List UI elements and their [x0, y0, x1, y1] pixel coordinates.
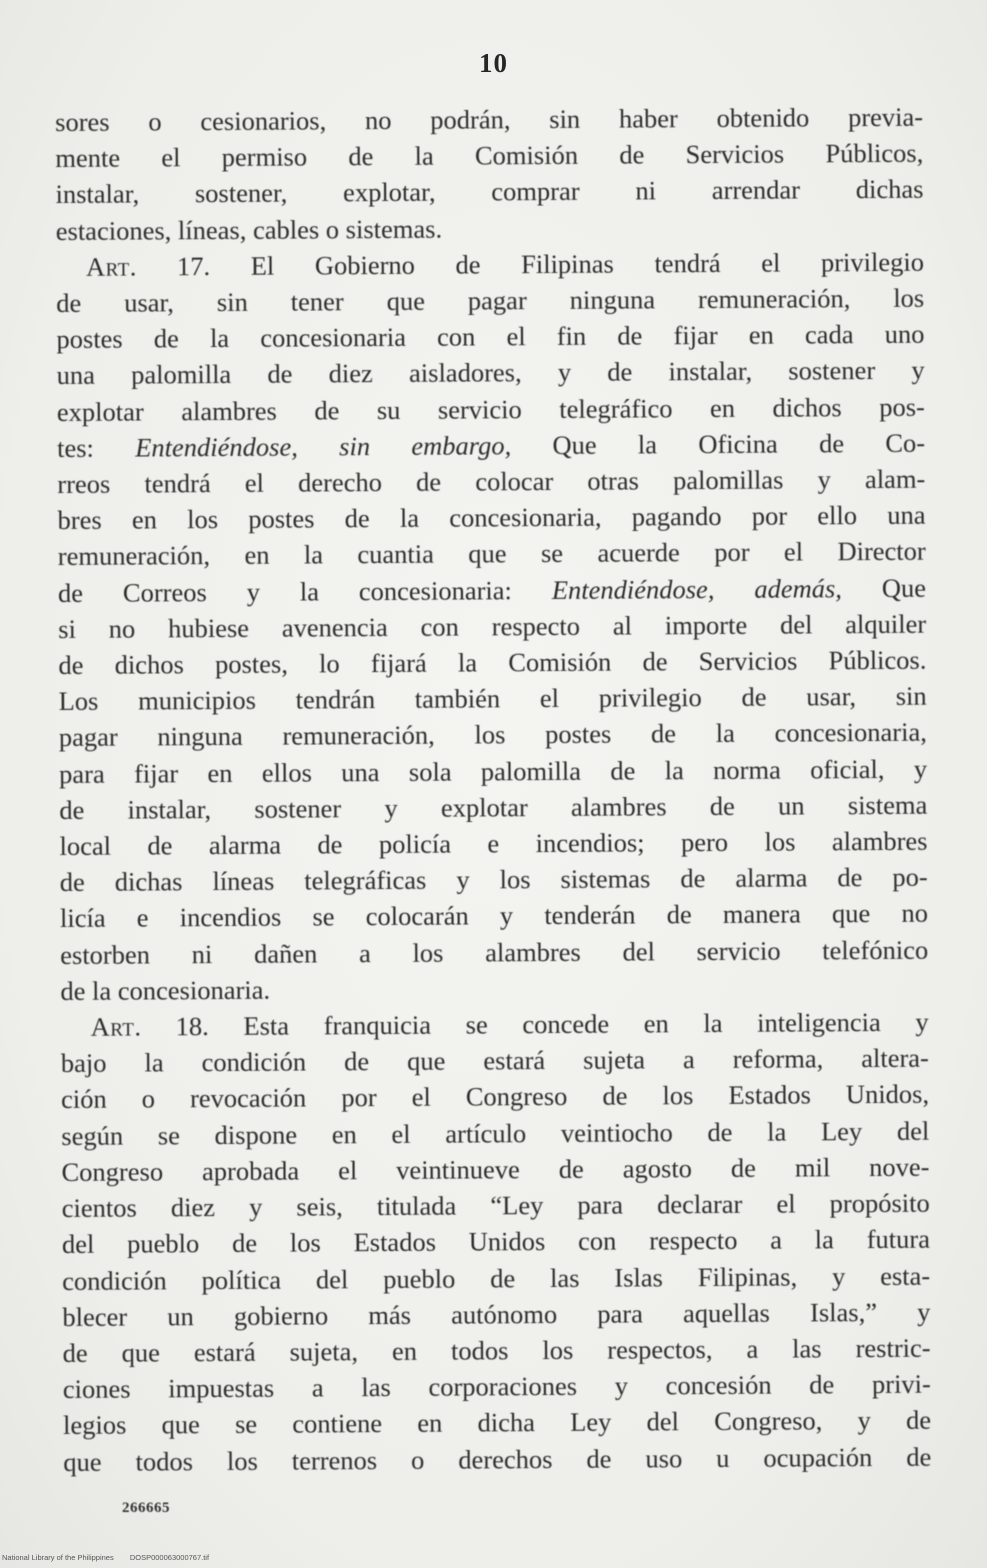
text-line: cientos diez y seis, titulada “Ley para declarar el propósito	[61, 1187, 930, 1224]
text-segment: Que	[841, 572, 927, 603]
text-line: de la concesionaria.	[60, 974, 271, 1006]
text-segment: . 17. El Gobierno de Filipinas tendrá el privilegio	[129, 246, 925, 282]
text-line: postes de la concesionaria con el fin de fijar en cada uno	[56, 318, 925, 355]
text-line: rreos tendrá el derecho de colocar otras palomillas y alam-	[57, 463, 926, 500]
text-line: bres en los postes de la concesionaria, pagando por ello una	[57, 499, 926, 536]
text-line: bajo la condición de que estará sujeta a reforma, altera-	[60, 1042, 929, 1079]
text-line: mente el permiso de la Comisión de Servicios Públicos,	[55, 137, 924, 174]
text-segment: de Correos y la concesionaria:	[57, 574, 552, 608]
text-line	[56, 244, 924, 286]
text-segment: tes:	[57, 432, 136, 463]
text-line: local de alarma de policía e incendios; pero los alambres	[59, 825, 928, 862]
text-line: si no hubiese avenencia con respecto al importe del alquiler	[58, 608, 927, 644]
text-segment: . 18. Esta franquicia se concede en la inteligencia y	[134, 1006, 929, 1042]
article-label: Art	[85, 251, 130, 282]
text-line: Congreso aprobada el veintinueve de agosto de mil nove-	[61, 1151, 930, 1187]
document-id: DOSP000063000767.tif	[129, 1553, 210, 1562]
body-text	[55, 99, 931, 1480]
text-line: de dichos postes, lo fijará la Comisión de Servicios Públicos.	[58, 644, 927, 681]
printer-code: 266665	[122, 1500, 170, 1516]
scan-source-label	[2, 1553, 223, 1562]
paragraph-continuation	[55, 99, 924, 249]
text-line: instalar, sostener, explotar, comprar ni arrendar dichas	[55, 174, 924, 210]
text-segment: Que la Oficina de Co-	[511, 427, 926, 461]
proviso-italic: Entendiéndose, sin embargo,	[135, 430, 512, 463]
text-line: blecer un gobierno más autónomo para aquellas Islas,” y	[62, 1296, 931, 1332]
text-line: una palomilla de diez aisladores, y de instalar, sostener y	[56, 355, 925, 391]
text-line: ción o revocación por el Congreso de los Estados Unidos,	[60, 1079, 930, 1115]
text-line: estaciones, líneas, cables o sistemas.	[55, 213, 443, 246]
text-line: explotar alambres de su servicio telegráfico en dichos pos-	[56, 391, 925, 427]
text-line: de instalar, sostener y explotar alambres de un sistema	[59, 789, 928, 825]
text-line	[57, 425, 925, 467]
text-line	[61, 1004, 929, 1046]
text-line	[58, 569, 926, 611]
page-number: 10	[479, 48, 508, 78]
text-line: licía e incendios se colocarán y tenderán de manera que no	[59, 898, 929, 934]
text-line: para fijar en ellos una sola palomilla de la norma oficial, y	[58, 753, 928, 789]
text-line: de dichas líneas telegráficas y los sistemas de alarma de po-	[59, 861, 928, 898]
article-18	[61, 1004, 932, 1480]
text-line: legios que se contiene en dicha Ley del Congreso, y de	[62, 1404, 932, 1441]
article-17	[56, 244, 929, 1010]
library-name: National Library of the Philippines	[2, 1553, 114, 1562]
text-line: pagar ninguna remuneración, los postes de la concesionaria,	[58, 717, 927, 753]
text-line: de usar, sin tener que pagar ninguna remuneración, los	[56, 282, 925, 319]
text-line: según se dispone en el artículo veintiocho de la Ley del	[61, 1115, 930, 1151]
article-label: Art	[90, 1011, 135, 1042]
text-line: del pueblo de los Estados Unidos con respecto a la futura	[61, 1223, 931, 1260]
text-line: ciones impuestas a las corporaciones y concesión de privi-	[62, 1368, 931, 1405]
text-line: de que estará sujeta, en todos los respectos, a las restric-	[62, 1332, 931, 1368]
text-line: Los municipios tendrán también el privilegio de usar, sin	[58, 680, 927, 717]
text-line: que todos los terrenos o derechos de uso u ocupación de	[63, 1441, 932, 1477]
text-line: sores o cesionarios, no podrán, sin haber obtenido previa-	[55, 101, 924, 137]
text-line: remuneración, en la cuantia que se acuerde por el Director	[57, 536, 926, 572]
text-line: estorben ni dañen a los alambres del servicio telefónico	[60, 934, 929, 970]
proviso-italic: Entendiéndose, además,	[551, 572, 842, 605]
text-line: condición política del pueblo de las Islas Filipinas, y esta-	[62, 1260, 931, 1296]
